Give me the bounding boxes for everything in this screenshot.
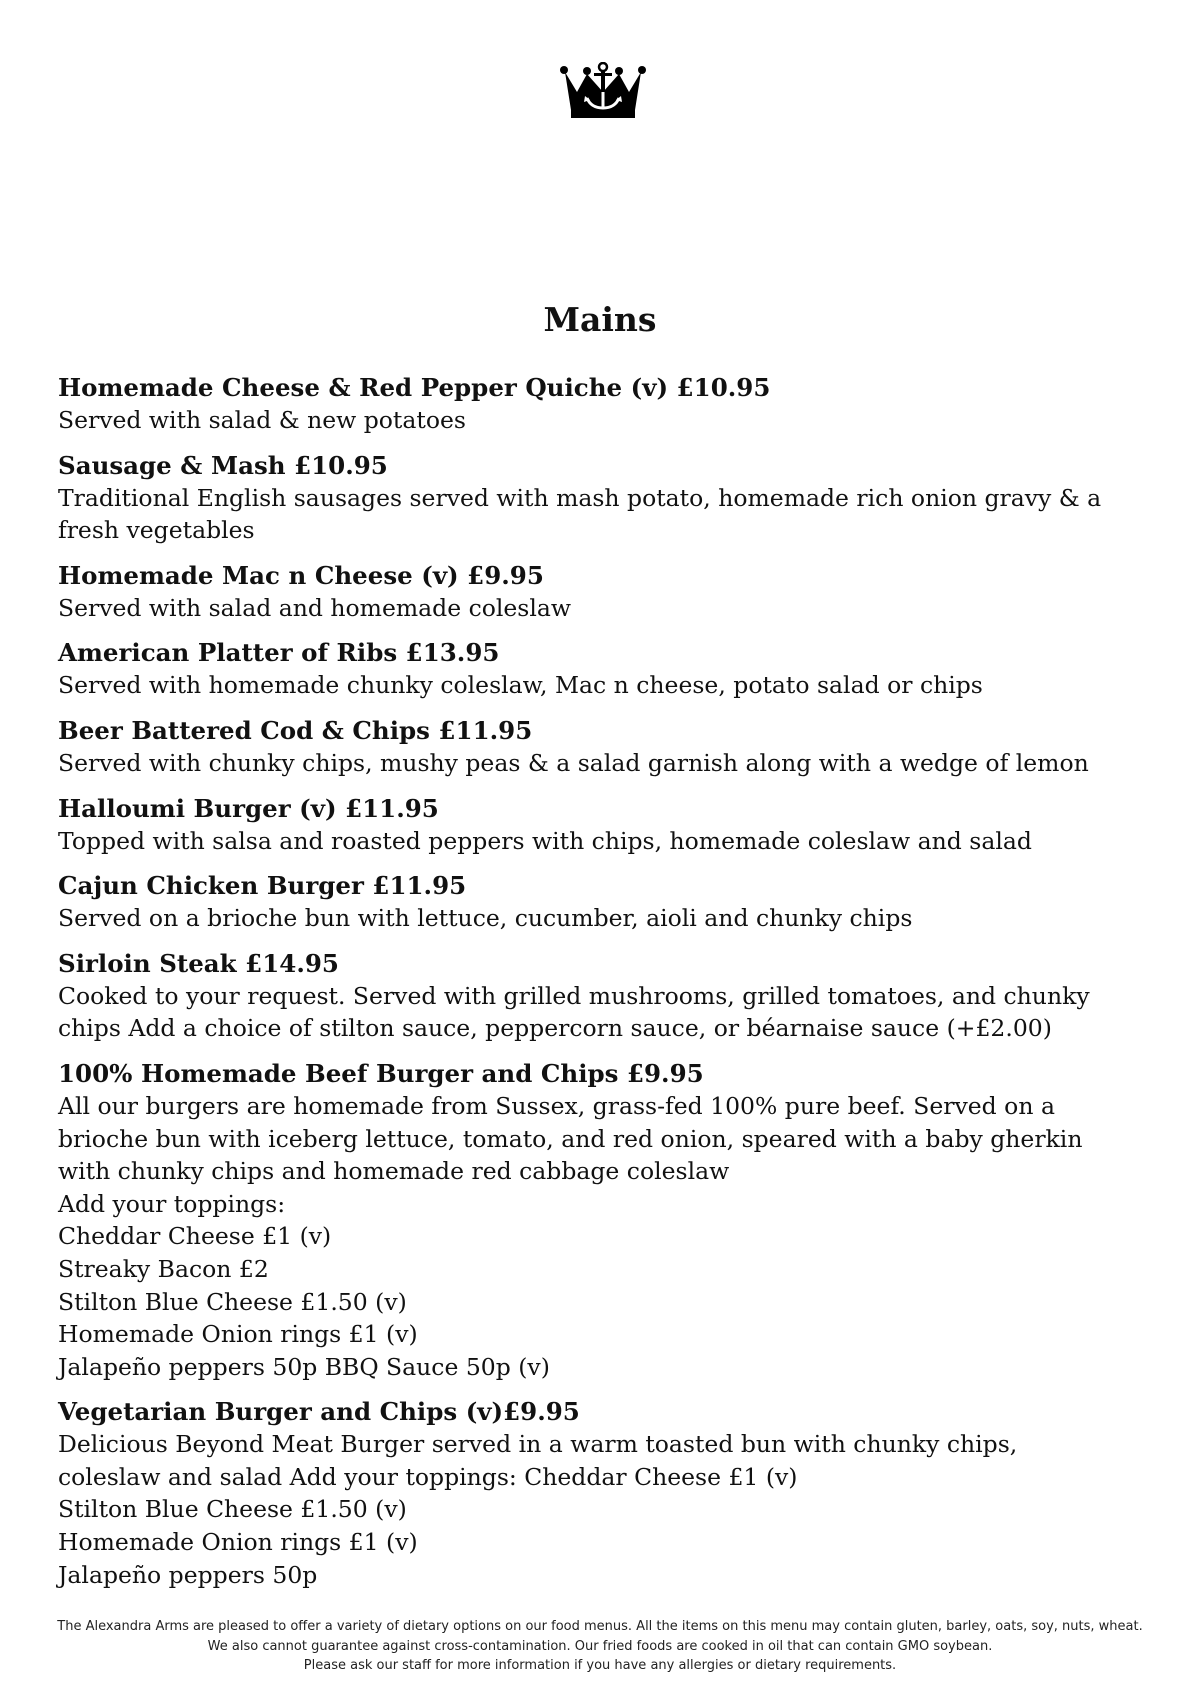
menu-item-title: Sausage & Mash £10.95 — [58, 450, 388, 480]
description-line: Topped with salsa and roasted peppers with chips, homemade coleslaw and salad — [58, 826, 1032, 855]
description-line: Served on a brioche bun with lettuce, cucumber, aioli and chunky chips — [58, 904, 913, 933]
description-line: Served with homemade chunky coleslaw, Mac n cheese, potato salad or chips — [58, 671, 983, 700]
menu-item-description — [58, 404, 1148, 437]
description-line: chips Add a choice of stilton sauce, peppercorn sauce, or béarnaise sauce (+£2.00) — [58, 1014, 1052, 1043]
description-line: Stilton Blue Cheese £1.50 (v) — [58, 1287, 407, 1316]
description-line: fresh vegetables — [58, 516, 255, 545]
menu-item-description — [58, 902, 1148, 935]
page-title: Mains — [543, 300, 657, 339]
description-line: Cooked to your request. Served with grilled mushrooms, grilled tomatoes, and chunky — [58, 981, 1090, 1010]
description-line: Stilton Blue Cheese £1.50 (v) — [58, 1495, 407, 1524]
description-line: Delicious Beyond Meat Burger served in a warm toasted bun with chunky chips, — [58, 1430, 1018, 1459]
menu-item-title: Homemade Cheese & Red Pepper Quiche (v) £10.95 — [58, 373, 771, 402]
menu-item-title: Beer Battered Cod & Chips £11.95 — [58, 715, 533, 745]
menu-item — [58, 947, 1148, 1045]
menu-item-description — [58, 1090, 1148, 1383]
disclaimer-line: Please ask our staff for more information if you have any allergies or dietary requirements. — [303, 1658, 897, 1673]
description-line: brioche bun with iceberg lettuce, tomato, and red onion, speared with a baby gherkin — [58, 1124, 1083, 1153]
menu-item — [58, 636, 1148, 702]
disclaimer-line: The Alexandra Arms are pleased to offer a variety of dietary options on our food menus. All the items on this menu may contain gluten, barley, oats, soy, nuts, wheat. — [57, 1619, 1143, 1634]
description-line: Streaky Bacon £2 — [58, 1254, 269, 1283]
crown-anchor-icon — [557, 62, 649, 120]
menu-items — [58, 371, 1148, 1603]
menu-item — [58, 559, 1148, 625]
menu-item-description — [58, 825, 1148, 858]
menu-item — [58, 792, 1148, 858]
menu-item-title: Homemade Mac n Cheese (v) £9.95 — [58, 560, 544, 590]
menu-item — [58, 714, 1148, 780]
menu-item-title: Vegetarian Burger and Chips (v)£9.95 — [58, 1397, 580, 1427]
menu-item-title: Halloumi Burger (v) £11.95 — [58, 793, 439, 823]
description-line: Served with chunky chips, mushy peas & a salad garnish along with a wedge of lemon — [58, 748, 1089, 777]
description-line: Cheddar Cheese £1 (v) — [58, 1222, 332, 1251]
description-line: Homemade Onion rings £1 (v) — [58, 1320, 418, 1349]
menu-item-description — [58, 669, 1148, 702]
menu-item — [58, 1395, 1148, 1591]
menu-item-title: American Platter of Ribs £13.95 — [58, 638, 500, 668]
description-line: Jalapeño peppers 50p — [58, 1560, 318, 1589]
description-line: Homemade Onion rings £1 (v) — [58, 1528, 418, 1557]
allergen-disclaimer — [0, 1617, 1200, 1676]
menu-item-title: Cajun Chicken Burger £11.95 — [58, 871, 467, 901]
description-line: Add your toppings: — [58, 1189, 286, 1218]
disclaimer-line: We also cannot guarantee against cross-contamination. Our fried foods are cooked in oil that can contain GMO soybean. — [207, 1638, 993, 1654]
menu-item-description — [58, 747, 1148, 780]
description-line: Served with salad & new potatoes — [58, 406, 466, 434]
menu-item — [58, 449, 1148, 547]
description-line: with chunky chips and homemade red cabbage coleslaw — [58, 1157, 730, 1186]
menu-item — [58, 371, 1148, 437]
menu-item-description — [58, 482, 1148, 547]
menu-item-description — [58, 592, 1148, 625]
description-line: All our burgers are homemade from Sussex, grass-fed 100% pure beef. Served on a — [58, 1091, 1055, 1120]
menu-item — [58, 869, 1148, 935]
menu-item-title: 100% Homemade Beef Burger and Chips £9.95 — [58, 1058, 704, 1088]
description-line: Traditional English sausages served with mash potato, homemade rich onion gravy & a — [58, 483, 1102, 512]
description-line: coleslaw and salad Add your toppings: Cheddar Cheese £1 (v) — [58, 1462, 798, 1491]
description-line: Served with salad and homemade coleslaw — [58, 593, 572, 622]
menu-item — [58, 1057, 1148, 1383]
menu-item-description — [58, 980, 1148, 1045]
description-line: Jalapeño peppers 50p BBQ Sauce 50p (v) — [58, 1352, 550, 1381]
menu-item-description — [58, 1428, 1148, 1591]
menu-item-title: Sirloin Steak £14.95 — [58, 948, 339, 978]
